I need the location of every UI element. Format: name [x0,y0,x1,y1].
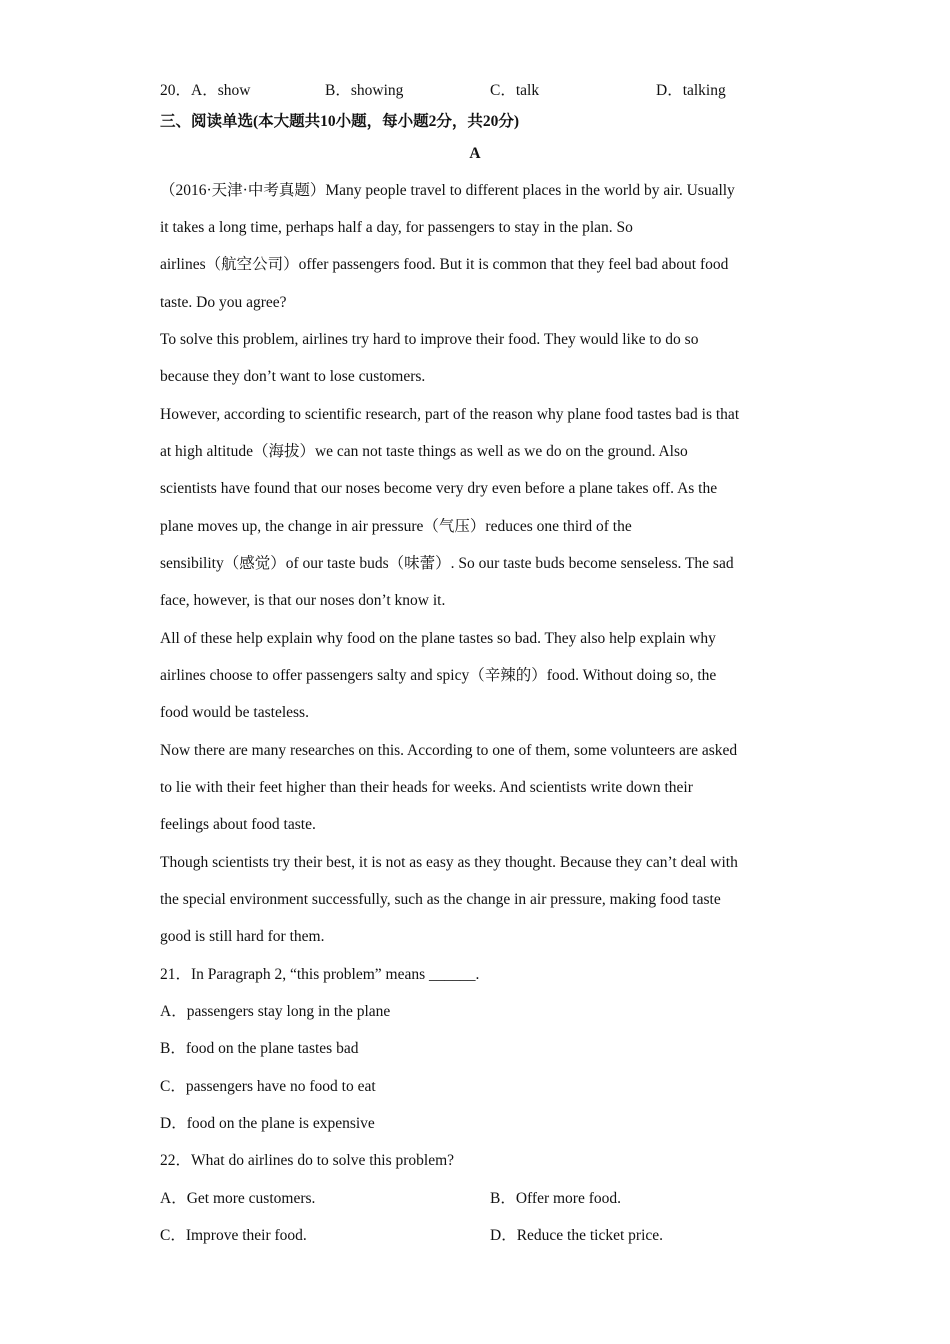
passage-line: to lie with their feet higher than their heads for weeks. And scientists write down their [160,779,693,796]
q21-option-c[interactable]: C．passengers have no food to eat [160,1078,376,1095]
passage-line: airlines（航空公司）offer passengers food. But it is common that they feel bad about food [160,256,729,273]
q22-stem: 22．What do airlines do to solve this problem? [160,1152,455,1169]
passage-line: taste. Do you agree? [160,294,287,311]
section-heading: 三、阅读单选(本大题共10小题，每小题2分，共20分) [160,113,520,130]
passage-line: airlines choose to offer passengers salty and spicy（辛辣的）food. Without doing so, the [160,667,717,684]
q20-number: 20． [160,82,192,99]
passage-line: sensibility（感觉）of our taste buds（味蕾）. So our taste buds become senseless. The sad [160,555,734,572]
q22-option-c[interactable]: C．Improve their food. [160,1227,307,1244]
passage-line: food would be tasteless. [160,704,309,721]
q20-option-b: B．showing [325,82,404,99]
q21-option-d[interactable]: D．food on the plane is expensive [160,1115,375,1132]
passage-label: A [469,145,481,162]
passage-line: Now there are many researches on this. According to one of them, some volunteers are asked [160,742,738,759]
passage-line: Though scientists try their best, it is not as easy as they thought. Because they can’t deal with [160,854,738,871]
passage-line: All of these help explain why food on the plane tastes so bad. They also help explain why [160,630,716,647]
q21-option-b[interactable]: B．food on the plane tastes bad [160,1040,359,1057]
q22-option-b[interactable]: B．Offer more food. [490,1190,622,1207]
passage-line: because they don’t want to lose customers. [160,368,426,385]
q21-option-a[interactable]: A．passengers stay long in the plane [160,1003,391,1020]
passage-line: To solve this problem, airlines try hard to improve their food. They would like to do so [160,331,699,348]
passage-line: good is still hard for them. [160,928,325,945]
q20-option-a: 20．A．show [160,82,251,99]
passage-line: at high altitude（海拔）we can not taste things as well as we do on the ground. Also [160,443,688,460]
q22-option-d[interactable]: D．Reduce the ticket price. [490,1227,664,1244]
passage-line: （2016·天津·中考真题）Many people travel to different places in the world by air. Usually [160,182,735,199]
passage-line: feelings about food taste. [160,816,316,833]
q22-option-a[interactable]: A．Get more customers. [160,1190,316,1207]
passage-line: plane moves up, the change in air pressure（气压）reduces one third of the [160,518,632,535]
passage-line: scientists have found that our noses become very dry even before a plane takes off. As the [160,480,718,497]
passage-line: it takes a long time, perhaps half a day, for passengers to stay in the plan. So [160,219,633,236]
passage-line: However, according to scientific research, part of the reason why plane food tastes bad is that [160,406,740,423]
passage-line: face, however, is that our noses don’t know it. [160,592,446,609]
q21-stem: 21．In Paragraph 2, “this problem” means ______. [160,966,480,983]
passage-line: the special environment successfully, such as the change in air pressure, making food taste [160,891,721,908]
q20-option-c: C．talk [490,82,540,99]
q20-option-d: D．talking [656,82,726,99]
